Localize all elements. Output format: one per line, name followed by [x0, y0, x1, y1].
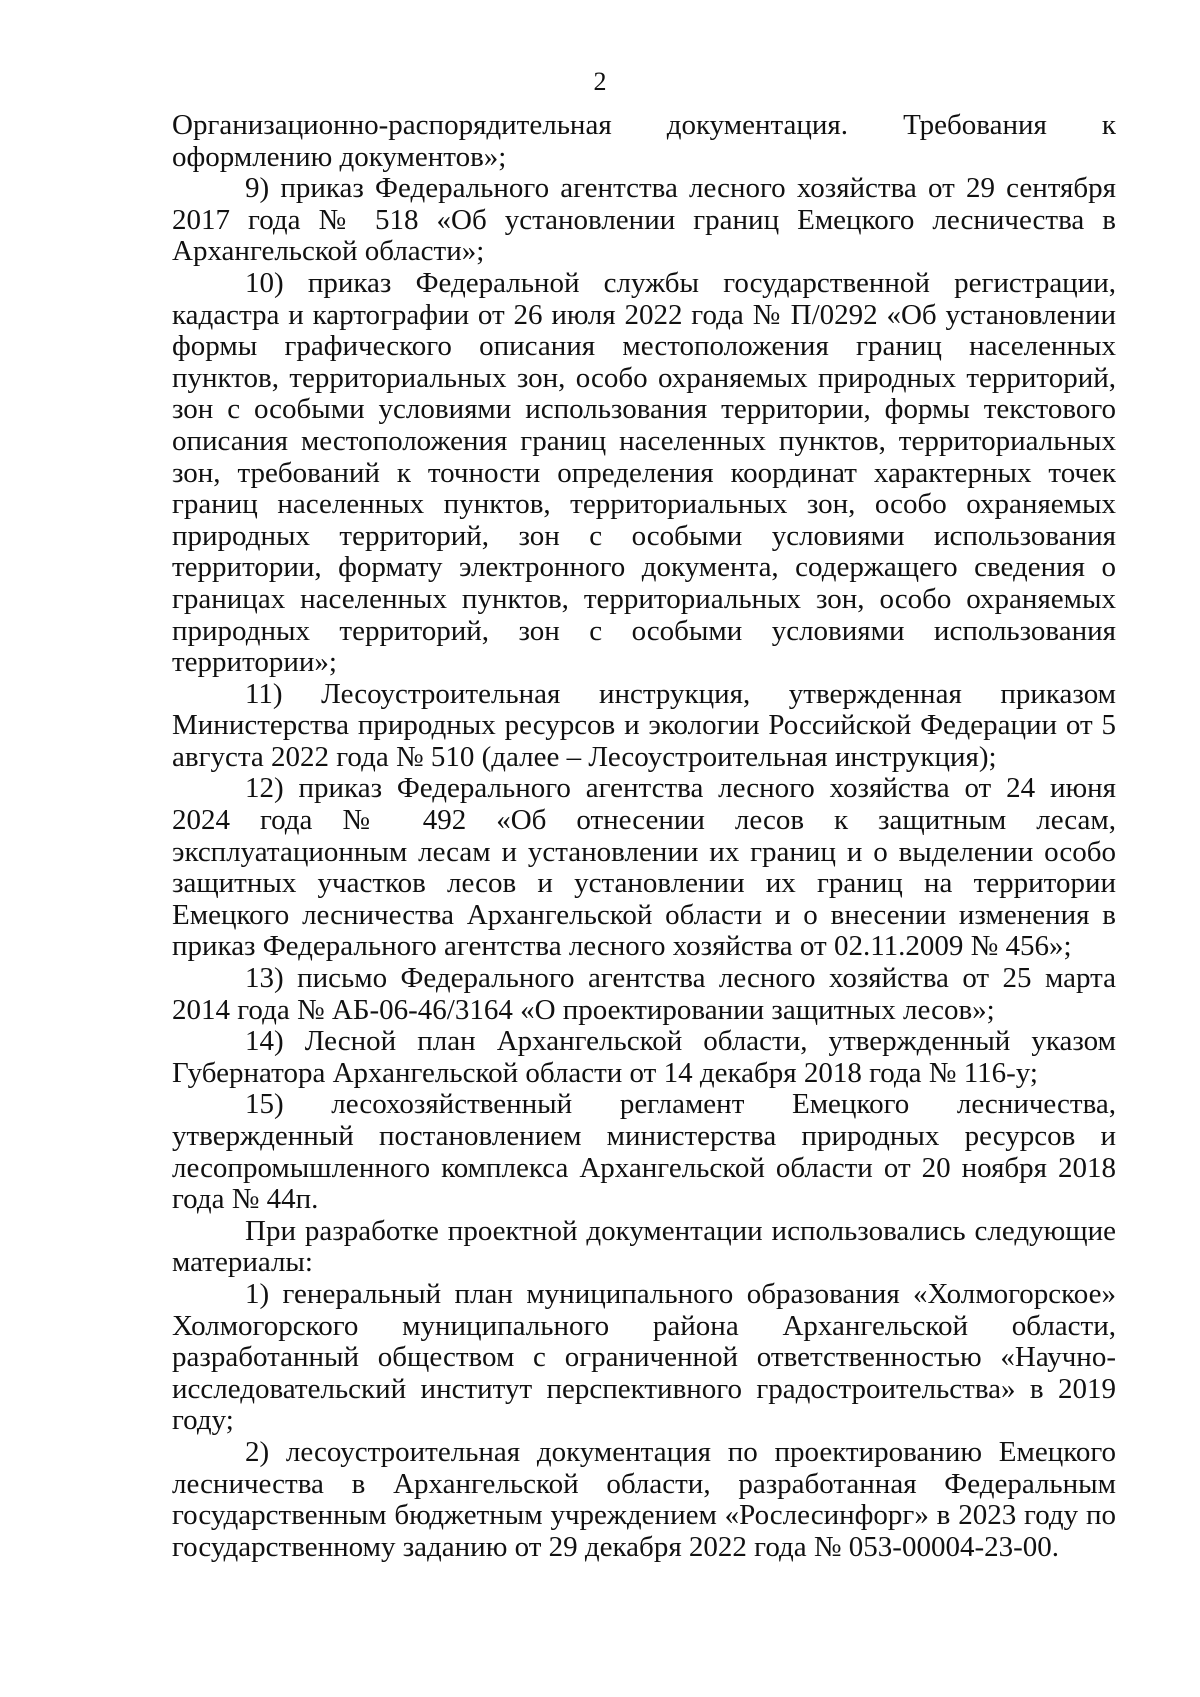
list-item-10: 10) приказ Федеральной службы государственной регистрации, кадастра и картографии от 26 июля 2022 года № П/0292 «Об установлении формы графического описания местоположения границ населенных пунктов, территориальных зон, особо охраняемых природных территорий, зон с особыми условиями использования территории, формы текстового описания местоположения границ населенных пунктов, территориальных зон, требований к точности определения координат характерных точек границ населенных пунктов, территориальных зон, особо охраняемых природных территорий, зон с особыми условиями использования территории, формату электронного документа, содержащего сведения о границах населенных пунктов, территориальных зон, особо охраняемых природных территорий, зон с особыми условиями использования территории»; — [172, 266, 1116, 679]
materials-item-2: 2) лесоустроительная документация по проектированию Емецкого лесничества в Архангельской области, разработанная Федеральным государственным бюджетным учреждением «Рослесинфорг» в 2023 году по государственному заданию от 29 декабря 2022 года № 053-00004-23-00. — [172, 1435, 1116, 1563]
list-item-14: 14) Лесной план Архангельской области, утвержденный указом Губернатора Архангельской области от 14 декабря 2018 года № 116-у; — [172, 1025, 1116, 1089]
list-item-13: 13) письмо Федерального агентства лесного хозяйства от 25 марта 2014 года № АБ-06-46/3164 «О проектировании защитных лесов»; — [172, 962, 1116, 1026]
document-body — [172, 110, 1116, 1563]
list-item-9: 9) приказ Федерального агентства лесного хозяйства от 29 сентября 2017 года № 518 «Об установлении границ Емецкого лесничества в Архангельской области»; — [172, 172, 1116, 268]
list-item-15: 15) лесохозяйственный регламент Емецкого лесничества, утвержденный постановлением министерства природных ресурсов и лесопромышленного комплекса Архангельской области от 20 ноября 2018 года № 44п. — [172, 1088, 1116, 1216]
materials-item-1: 1) генеральный план муниципального образования «Холмогорское» Холмогорского муниципального района Архангельской области, разработанный обществом с ограниченной ответственностью «Научно-исследовательский институт перспективного градостроительства» в 2019 году; — [172, 1277, 1116, 1437]
paragraph-continuation: Организационно-распорядительная документация. Требования к оформлению документов»; — [172, 109, 1116, 173]
list-item-11: 11) Лесоустроительная инструкция, утвержденная приказом Министерства природных ресурсов и экологии Российской Федерации от 5 августа 2022 года № 510 (далее – Лесоустроительная инструкция); — [172, 677, 1116, 773]
page-number: 2 — [593, 67, 607, 96]
list-item-12: 12) приказ Федерального агентства лесного хозяйства от 24 июня 2024 года № 492 «Об отнесении лесов к защитным лесам, эксплуатационным лесам и установлении их границ и о выделении особо защитных участков лесов и установлении их границ на территории Емецкого лесничества Архангельской области и о внесении изменения в приказ Федерального агентства лесного хозяйства от 02.11.2009 № 456»; — [172, 772, 1116, 963]
materials-intro: При разработке проектной документации использовались следующие материалы: — [172, 1214, 1116, 1279]
